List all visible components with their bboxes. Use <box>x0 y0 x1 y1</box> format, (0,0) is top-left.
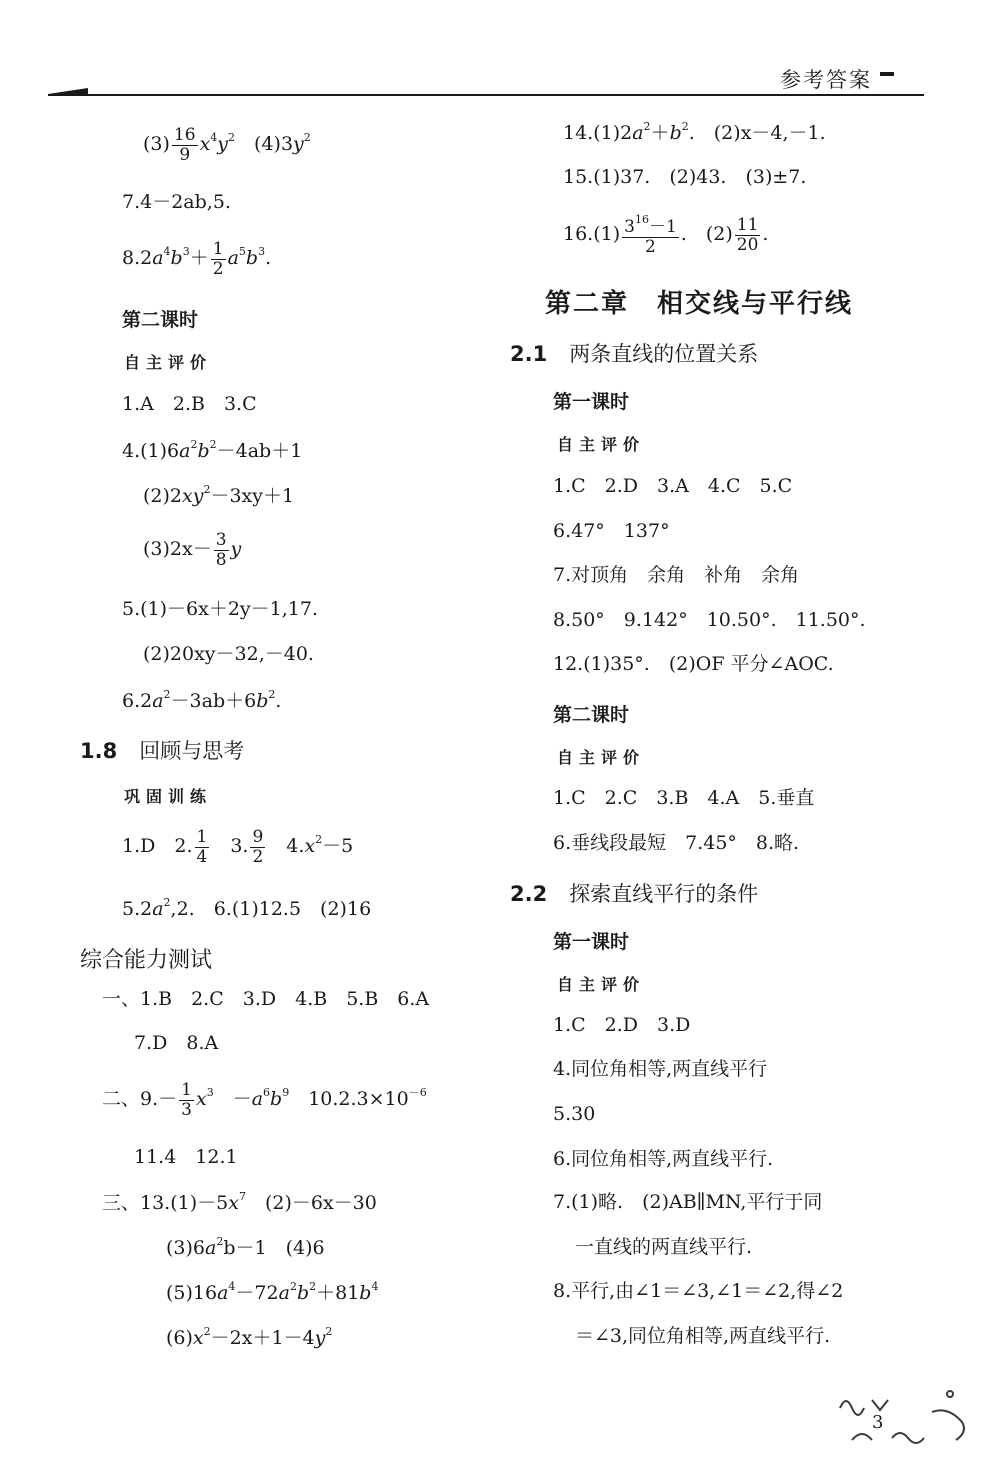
header-title: 参考答案 <box>780 68 872 92</box>
answer-line: (3)2x－ $\frac{3}{8}$ y <box>143 530 242 570</box>
answer-line: (3) $\frac{16}{9}$ $x^4y^2$ $(4)3y^2$ <box>143 125 311 165</box>
answer-line: 一、1.B 2.C 3.D 4.B 5.B 6.A <box>102 988 430 1010</box>
answer-line: 1.A 2.B 3.C <box>122 393 257 415</box>
answer-line: 二、9.－ $\frac{1}{3}$ $x^3$ $-a^6b^9$ $10.2.3\times 10^{-6}$ <box>102 1080 427 1120</box>
answer-line: 7.4－2ab,5. <box>122 191 231 213</box>
page-number: 3 <box>872 1412 884 1433</box>
answer-line: 5.30 <box>553 1103 596 1125</box>
corner-watermark <box>832 1378 992 1458</box>
chapter-heading: 第二章 相交线与平行线 <box>545 289 854 319</box>
answer-line: ＝∠3,同位角相等,两直线平行. <box>575 1325 831 1347</box>
section-heading: 综合能力测试 <box>80 948 213 973</box>
answer-line: 三、$13.(1)-5x^7$ (2)－6x－30 <box>102 1190 377 1214</box>
watermark-graphic <box>832 1378 992 1458</box>
lesson-heading: 第二课时 <box>122 309 199 331</box>
page-header <box>0 0 1000 110</box>
answer-line: 1.C 2.D 3.D <box>553 1014 691 1036</box>
section-heading: 2.2 探索直线平行的条件 <box>510 882 759 906</box>
section-heading: 1.8 回顾与思考 <box>80 739 245 763</box>
subsection-heading: 自主评价 <box>557 748 646 767</box>
answer-line: 1.C 2.D 3.A 4.C 5.C <box>553 475 793 497</box>
lesson-heading: 第一课时 <box>553 391 630 413</box>
section-heading: 2.1 两条直线的位置关系 <box>510 342 759 366</box>
answer-line: 7.(1)略. (2)AB∥MN,平行于同 <box>553 1191 823 1213</box>
answer-line: (2)20xy－32,－40. <box>143 643 314 665</box>
answer-line: $(3)6a^2b-1$ (4)6 <box>166 1235 325 1259</box>
answer-line: 6.同位角相等,两直线平行. <box>553 1148 774 1170</box>
answer-line: 5.(1)－6x＋2y－1,17. <box>122 598 319 620</box>
answer-line: 6.47° 137° <box>553 520 670 542</box>
lesson-heading: 第一课时 <box>553 931 630 953</box>
answer-line: $8.2a^4b^3+$ $\frac{1}{2}$ $a^5b^3$. <box>122 239 272 279</box>
answer-line: $4.(1)6a^2b^2-4ab+1$ <box>122 438 303 462</box>
answer-line: $(2)2xy^2-3xy+1$ <box>143 483 295 507</box>
answer-line: 11.4 12.1 <box>134 1146 238 1168</box>
answer-line: $6.2a^2-3ab+6b^2$. <box>122 688 282 712</box>
answer-line: $(6)x^2-2x+1-4y^2$ <box>166 1325 333 1349</box>
answer-line: 7.对顶角 余角 补角 余角 <box>553 564 800 586</box>
header-dash <box>880 72 894 76</box>
answer-line: 一直线的两直线平行. <box>575 1236 753 1258</box>
answer-line: 4.同位角相等,两直线平行 <box>553 1058 768 1080</box>
answer-line: $14.(1)2a^2+b^2$. (2)x－4,－1. <box>563 120 826 144</box>
answer-line: 7.D 8.A <box>134 1032 219 1054</box>
answer-line: 8.平行,由∠1＝∠3,∠1＝∠2,得∠2 <box>553 1280 844 1302</box>
subsection-heading: 自主评价 <box>557 975 646 994</box>
answer-line: 16.(1) $\frac{3^{16}-1}{2}$ . (2) $\frac{11}{20}$ . <box>563 213 769 257</box>
answer-line: 1.D 2. $\frac{1}{4}$ 3. $\frac{9}{2}$ $4.x^2-5$ <box>122 827 354 867</box>
answer-line: 6.垂线段最短 7.45° 8.略. <box>553 832 800 854</box>
answer-line: $(5)16a^4-72a^2b^2+81b^4$ <box>166 1280 379 1304</box>
subsection-heading: 自主评价 <box>557 435 646 454</box>
answer-line: 1.C 2.C 3.B 4.A 5.垂直 <box>553 787 815 809</box>
answer-line: 8.50° 9.142° 10.50°. 11.50°. <box>553 609 866 631</box>
lesson-heading: 第二课时 <box>553 704 630 726</box>
answer-line: 15.(1)37. (2)43. (3)±7. <box>563 166 807 188</box>
answer-line: $5.2a^2,2$. 6.(1)12.5 (2)16 <box>122 896 372 920</box>
subsection-heading: 巩固训练 <box>124 787 213 806</box>
subsection-heading: 自主评价 <box>124 353 213 372</box>
answer-line: 12.(1)35°. (2)OF 平分∠AOC. <box>553 653 834 675</box>
header-rule <box>48 94 924 96</box>
